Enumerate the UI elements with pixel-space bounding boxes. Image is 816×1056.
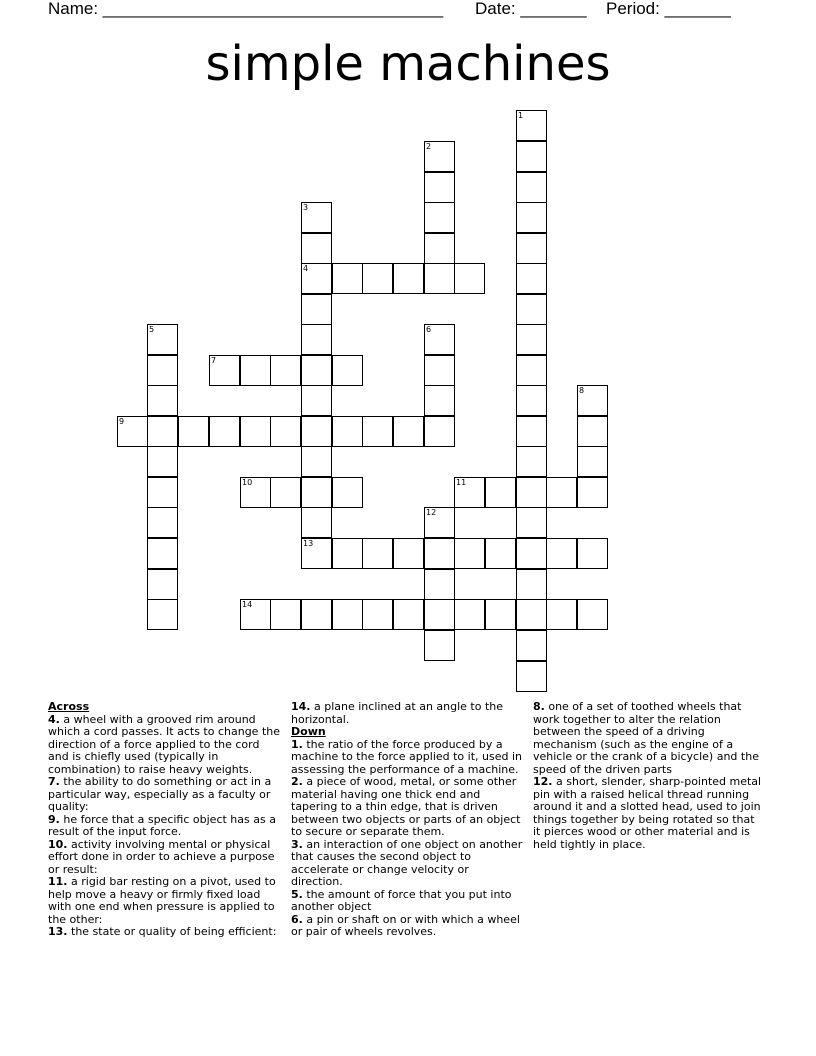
grid-cell[interactable] bbox=[332, 538, 363, 569]
grid-cell[interactable] bbox=[516, 324, 547, 355]
clue-number: 12 bbox=[426, 508, 437, 517]
grid-cell[interactable] bbox=[301, 294, 332, 325]
clue-item-number: 8. bbox=[533, 700, 545, 713]
grid-cell[interactable] bbox=[424, 538, 455, 569]
grid-cell[interactable] bbox=[362, 263, 393, 294]
period-field-label: Period: _______ bbox=[606, 0, 731, 18]
grid-cell[interactable] bbox=[147, 569, 178, 600]
grid-cell[interactable] bbox=[301, 446, 332, 477]
grid-cell[interactable] bbox=[516, 172, 547, 203]
clue-number: 2 bbox=[426, 142, 432, 151]
clue-item bbox=[48, 839, 280, 877]
grid-cell[interactable] bbox=[516, 446, 547, 477]
grid-cell[interactable] bbox=[301, 599, 332, 630]
clue-item bbox=[533, 701, 765, 776]
grid-cell[interactable] bbox=[516, 355, 547, 386]
clue-item bbox=[291, 776, 523, 839]
grid-cell[interactable] bbox=[516, 599, 547, 630]
clue-item-text: a short, slender, sharp-pointed metal pin with a raised helical thread running around it and a slotted head, used to join things together by being rotated so that it pierces wood or other material and is held tightly in place. bbox=[533, 775, 762, 851]
grid-cell[interactable] bbox=[516, 477, 547, 508]
across-clue-list-continued bbox=[291, 701, 523, 726]
clue-item bbox=[291, 739, 523, 777]
grid-cell[interactable] bbox=[516, 507, 547, 538]
clue-number: 3 bbox=[303, 203, 309, 212]
clue-item bbox=[48, 926, 280, 939]
grid-cell[interactable] bbox=[546, 599, 577, 630]
grid-cell[interactable] bbox=[362, 538, 393, 569]
clue-item-text: the amount of force that you put into another object bbox=[291, 887, 512, 913]
clue-item-number: 12. bbox=[533, 775, 553, 788]
clue-number: 1 bbox=[518, 111, 524, 120]
clue-item-text: a pin or shaft on or with which a wheel or pair of wheels revolves. bbox=[291, 912, 520, 938]
grid-cell[interactable] bbox=[209, 416, 240, 447]
clue-item-number: 13. bbox=[48, 925, 68, 938]
grid-cell[interactable] bbox=[424, 202, 455, 233]
grid-cell[interactable] bbox=[546, 477, 577, 508]
clue-number: 6 bbox=[426, 325, 432, 334]
clue-item bbox=[533, 776, 765, 851]
date-field-label: Date: _______ bbox=[475, 0, 587, 18]
grid-cell[interactable] bbox=[454, 263, 485, 294]
clue-item bbox=[48, 876, 280, 926]
grid-cell[interactable] bbox=[393, 538, 424, 569]
clue-number: 10 bbox=[242, 478, 253, 487]
clue-item-text: activity involving mental or physical effort done in order to achieve a purpose or result: bbox=[48, 837, 275, 876]
clue-item-text: he force that a specific object has as a result of the input force. bbox=[48, 812, 276, 838]
grid-cell[interactable] bbox=[332, 599, 363, 630]
clue-item-text: one of a set of toothed wheels that work together to alter the relation between the speed of a driving mechanism (such as the engine of a vehicle or the crank of a bicycle) and the speed of the driven parts bbox=[533, 700, 759, 776]
grid-cell[interactable] bbox=[516, 233, 547, 264]
grid-cell[interactable] bbox=[301, 416, 332, 447]
grid-cell[interactable] bbox=[424, 569, 455, 600]
down-heading: Down bbox=[291, 725, 326, 738]
clue-item bbox=[291, 889, 523, 914]
grid-cell[interactable] bbox=[546, 538, 577, 569]
grid-cell[interactable] bbox=[516, 661, 547, 692]
clue-item-number: 4. bbox=[48, 712, 60, 726]
clues-column-3 bbox=[533, 701, 765, 851]
clue-number: 11 bbox=[456, 478, 467, 487]
grid-cell[interactable] bbox=[301, 507, 332, 538]
grid-cell[interactable] bbox=[424, 263, 455, 294]
clues-column-2 bbox=[291, 701, 523, 939]
grid-cell[interactable] bbox=[424, 172, 455, 203]
clue-item-number: 1. bbox=[291, 737, 303, 751]
clue-number: 13 bbox=[303, 539, 314, 548]
grid-cell[interactable] bbox=[516, 569, 547, 600]
clue-item-text: a piece of wood, metal, or some other material having one thick end and tapering to a thin edge, that is driven between two objects or parts of an object to secure or separate them. bbox=[291, 775, 521, 838]
grid-cell[interactable] bbox=[147, 416, 178, 447]
clue-item-number: 9. bbox=[48, 812, 60, 826]
grid-cell[interactable] bbox=[424, 355, 455, 386]
clue-item-text: the state or quality of being efficient: bbox=[71, 925, 277, 938]
grid-cell[interactable] bbox=[393, 416, 424, 447]
clue-item-text: the ratio of the force produced by a machine to the force applied to it, used in assessing the performance of a machine. bbox=[291, 737, 522, 776]
down-clue-list bbox=[291, 739, 523, 939]
grid-cell[interactable] bbox=[516, 630, 547, 661]
grid-cell[interactable] bbox=[516, 263, 547, 294]
grid-cell[interactable] bbox=[362, 416, 393, 447]
grid-cell[interactable] bbox=[516, 385, 547, 416]
grid-cell[interactable] bbox=[270, 416, 301, 447]
grid-cell[interactable] bbox=[301, 324, 332, 355]
grid-cell[interactable] bbox=[516, 538, 547, 569]
grid-cell[interactable] bbox=[516, 416, 547, 447]
grid-cell[interactable] bbox=[424, 385, 455, 416]
clue-item bbox=[291, 914, 523, 939]
grid-cell[interactable] bbox=[301, 233, 332, 264]
clue-item-number: 2. bbox=[291, 775, 303, 788]
down-clue-list-continued bbox=[533, 701, 765, 851]
clue-item-number: 5. bbox=[291, 887, 303, 901]
grid-cell[interactable] bbox=[147, 385, 178, 416]
grid-cell[interactable] bbox=[424, 416, 455, 447]
grid-cell[interactable] bbox=[577, 599, 608, 630]
grid-cell[interactable] bbox=[147, 599, 178, 630]
grid-cell[interactable] bbox=[270, 355, 301, 386]
clue-number: 8 bbox=[579, 386, 585, 395]
clue-number: 5 bbox=[149, 325, 155, 334]
grid-cell[interactable] bbox=[454, 538, 485, 569]
grid-cell[interactable] bbox=[147, 355, 178, 386]
clue-item-text: a wheel with a grooved rim around which a cord passes. It acts to change the direction of a force applied to the cord and is chiefly used (typically in combination) to raise heavy weights. bbox=[48, 712, 280, 776]
clue-number: 4 bbox=[303, 264, 309, 273]
grid-cell[interactable] bbox=[424, 630, 455, 661]
grid-cell[interactable] bbox=[147, 538, 178, 569]
clue-item bbox=[48, 814, 280, 839]
grid-cell[interactable] bbox=[485, 477, 516, 508]
name-field-label: Name: ____________________________________ bbox=[48, 0, 444, 18]
grid-cell[interactable] bbox=[393, 599, 424, 630]
across-heading: Across bbox=[48, 700, 90, 713]
clue-item bbox=[291, 701, 523, 726]
clue-item-text: a plane inclined at an angle to the horizontal. bbox=[291, 700, 504, 726]
grid-cell[interactable] bbox=[485, 538, 516, 569]
clue-item-number: 11. bbox=[48, 875, 68, 888]
grid-cell[interactable] bbox=[301, 385, 332, 416]
grid-cell[interactable] bbox=[332, 416, 363, 447]
clue-item-text: the ability to do something or act in a particular way, especially as a faculty or quality: bbox=[48, 775, 272, 813]
grid-cell[interactable] bbox=[270, 599, 301, 630]
grid-cell[interactable] bbox=[516, 141, 547, 172]
grid-cell[interactable] bbox=[147, 446, 178, 477]
grid-cell[interactable] bbox=[332, 263, 363, 294]
across-clue-list bbox=[48, 714, 280, 939]
grid-cell[interactable] bbox=[178, 416, 209, 447]
clue-item-number: 10. bbox=[48, 837, 68, 851]
clue-item-text: an interaction of one object on another that causes the second object to accelerate or change velocity or direction. bbox=[291, 837, 523, 888]
grid-cell[interactable] bbox=[577, 538, 608, 569]
grid-cell[interactable] bbox=[332, 355, 363, 386]
clue-item bbox=[291, 839, 523, 889]
grid-cell[interactable] bbox=[424, 599, 455, 630]
grid-cell[interactable] bbox=[147, 477, 178, 508]
page-title: simple machines bbox=[205, 36, 611, 92]
grid-cell[interactable] bbox=[240, 416, 271, 447]
grid-cell[interactable] bbox=[270, 477, 301, 508]
grid-cell[interactable] bbox=[393, 263, 424, 294]
grid-cell[interactable] bbox=[301, 477, 332, 508]
clue-item-text: a rigid bar resting on a pivot, used to help move a heavy or firmly fixed load with one end when pressure is applied to the other: bbox=[48, 875, 276, 926]
grid-cell[interactable] bbox=[577, 446, 608, 477]
grid-cell[interactable] bbox=[577, 416, 608, 447]
grid-cell[interactable] bbox=[577, 477, 608, 508]
clue-number: 7 bbox=[211, 356, 217, 365]
clue-number: 14 bbox=[242, 600, 253, 609]
grid-cell[interactable] bbox=[301, 355, 332, 386]
grid-cell[interactable] bbox=[424, 233, 455, 264]
grid-cell[interactable] bbox=[454, 599, 485, 630]
clue-item bbox=[48, 714, 280, 777]
clue-item-number: 3. bbox=[291, 837, 303, 851]
grid-cell[interactable] bbox=[516, 294, 547, 325]
clue-item-number: 6. bbox=[291, 912, 303, 926]
clue-item-number: 7. bbox=[48, 775, 60, 788]
grid-cell[interactable] bbox=[240, 355, 271, 386]
grid-cell[interactable] bbox=[516, 202, 547, 233]
clue-number: 9 bbox=[119, 417, 125, 426]
grid-cell[interactable] bbox=[332, 477, 363, 508]
clue-item bbox=[48, 776, 280, 814]
grid-cell[interactable] bbox=[362, 599, 393, 630]
grid-cell[interactable] bbox=[147, 507, 178, 538]
clues-column-1 bbox=[48, 701, 280, 939]
clue-item-number: 14. bbox=[291, 700, 311, 713]
grid-cell[interactable] bbox=[485, 599, 516, 630]
